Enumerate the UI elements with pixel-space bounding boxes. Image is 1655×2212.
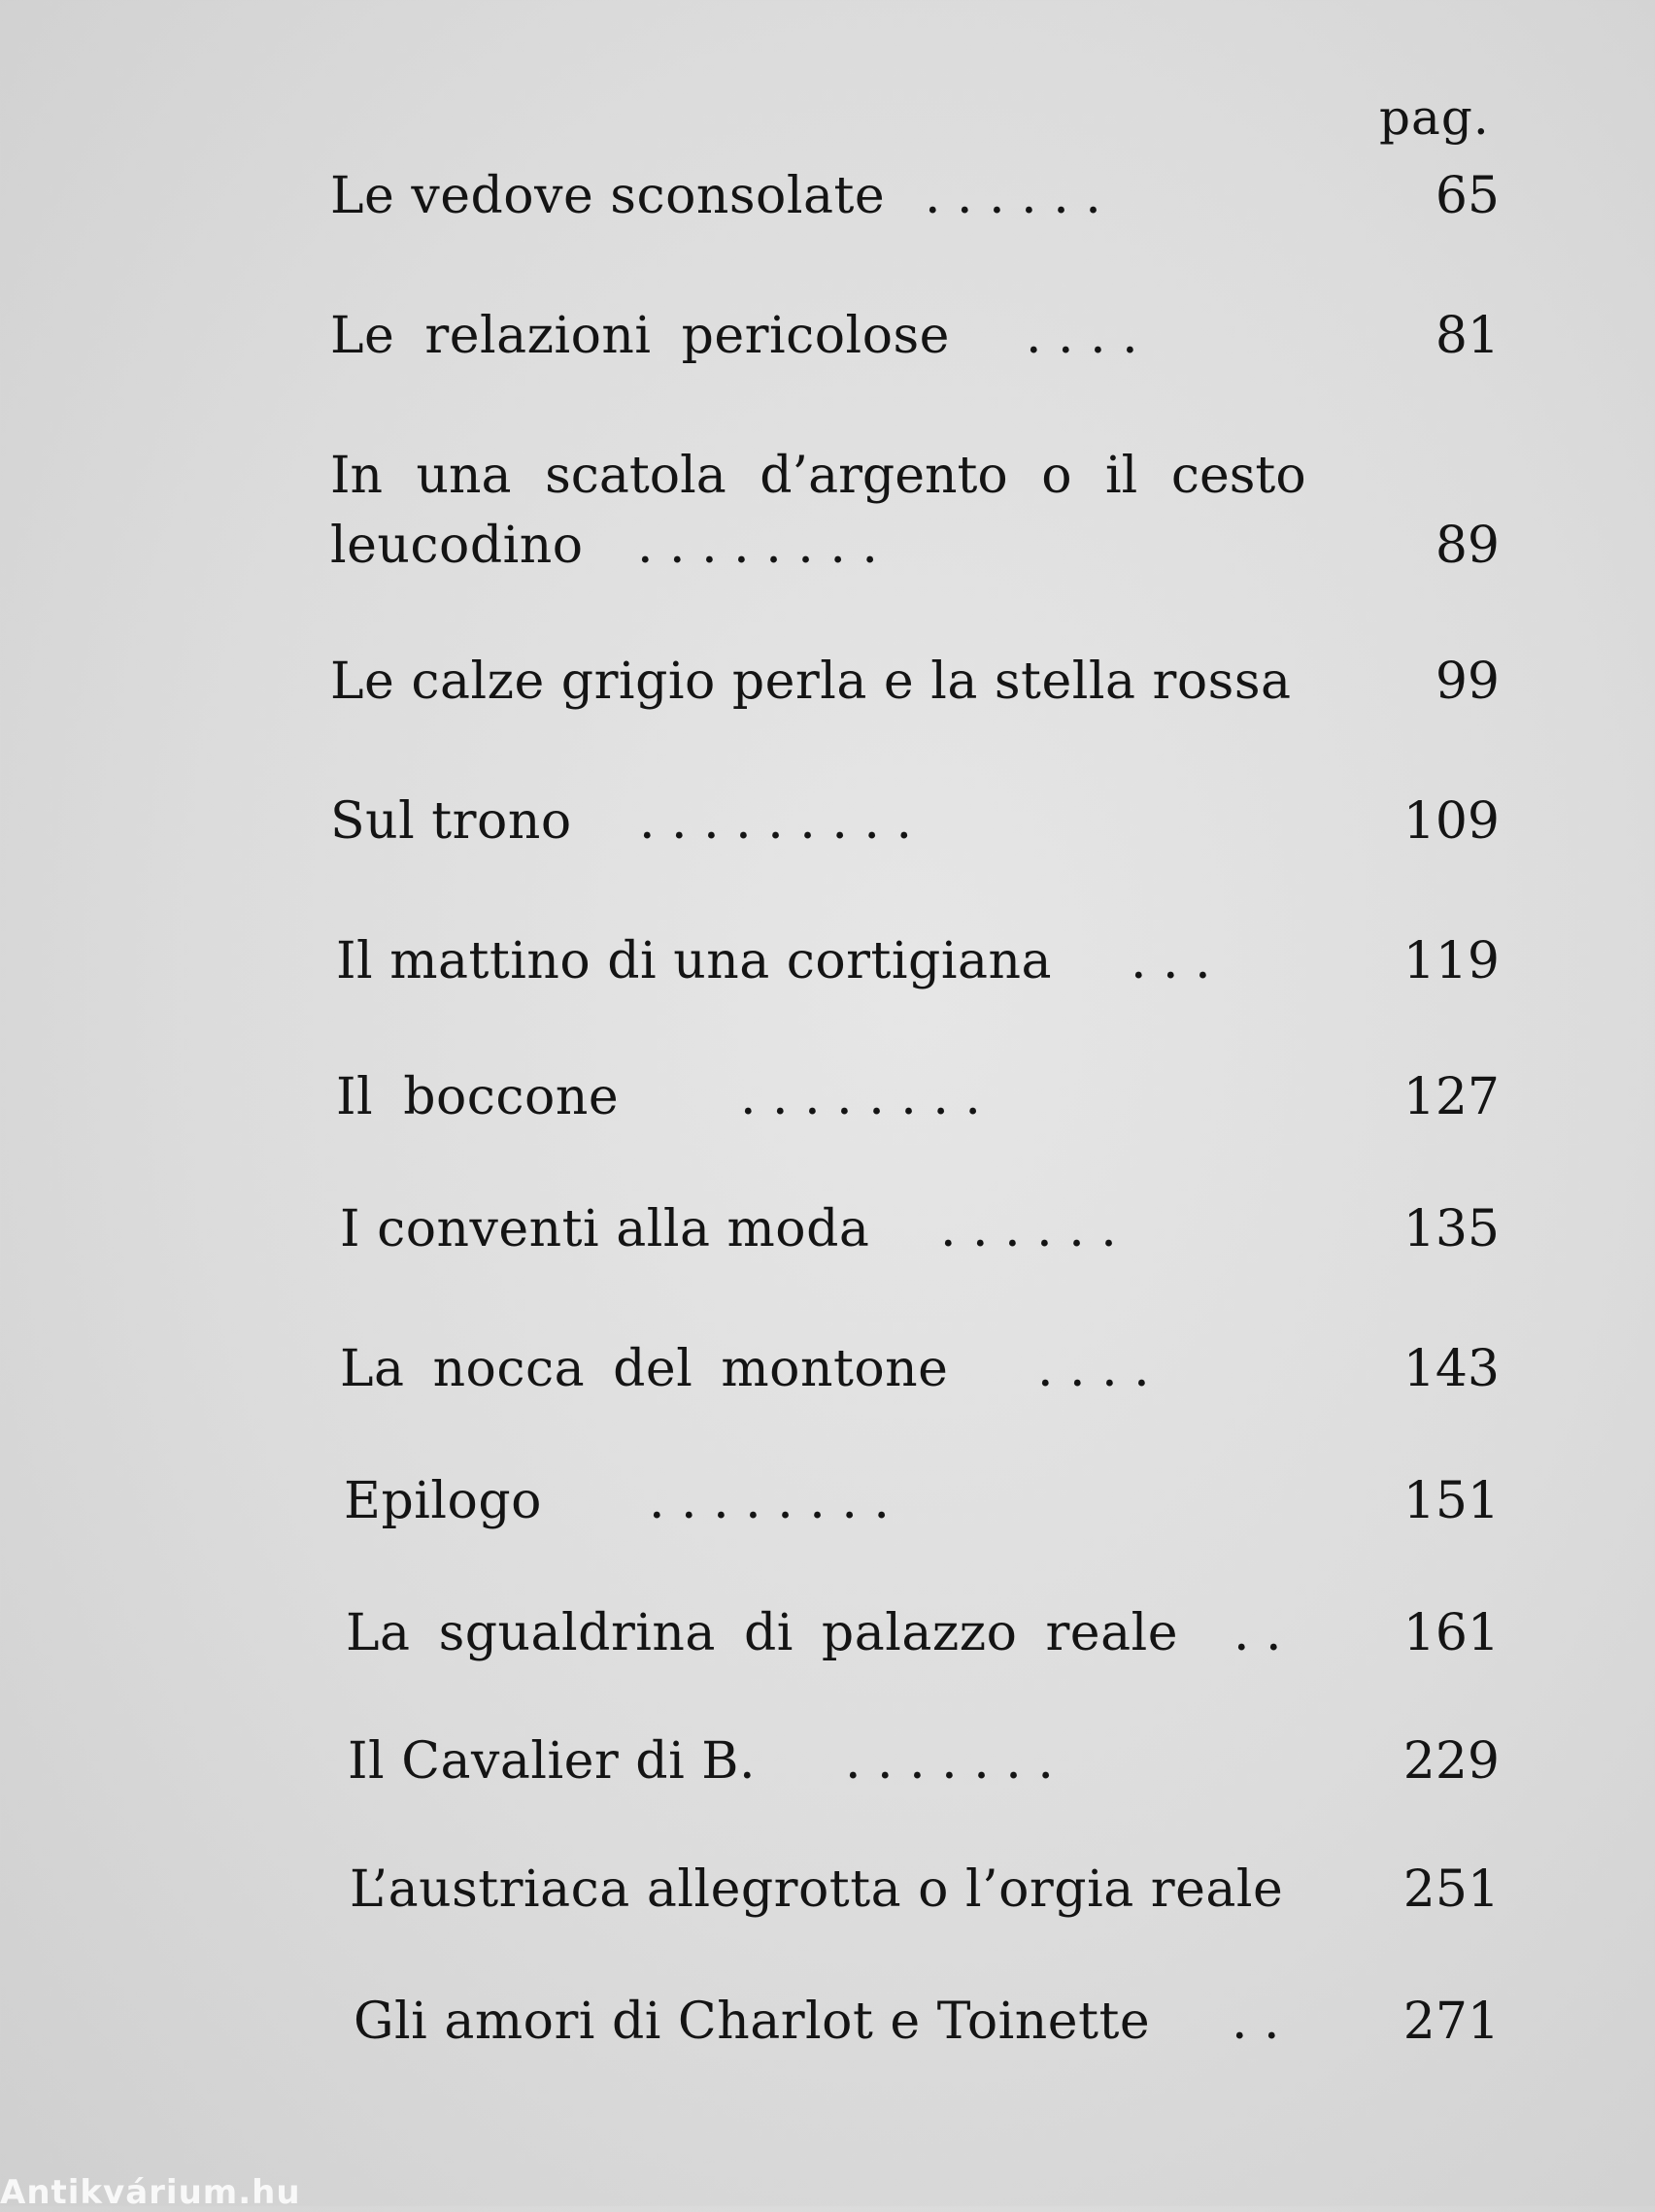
toc-entry-title-line1: In una scatola d’argento o il cesto <box>330 447 1306 505</box>
toc-entry-title: Il mattino di una cortigiana <box>336 932 1052 990</box>
toc-leader-dots: . . . . . . . . <box>637 517 878 575</box>
toc-page-number: 143 <box>1402 1340 1500 1398</box>
toc-leader-dots: . . . . . . . . . <box>639 792 912 851</box>
toc-page-number: 151 <box>1402 1472 1500 1530</box>
toc-page-number: 161 <box>1402 1604 1500 1662</box>
toc-entry-title: Le relazioni pericolose <box>330 307 950 365</box>
toc-leader-dots: . . . . . . . . <box>649 1472 890 1530</box>
toc-leader-dots: . . . . . . <box>925 167 1101 225</box>
toc-leader-dots: . . . . <box>1026 307 1138 365</box>
toc-page-number: 135 <box>1402 1200 1500 1258</box>
toc-entry-title: L’austriaca allegrotta o l’orgia reale <box>350 1860 1284 1919</box>
toc-entry-title: La sgualdrina di palazzo reale <box>346 1604 1178 1662</box>
toc-entry-title: Epilogo <box>344 1472 542 1530</box>
toc-entry-title: Il boccone <box>336 1068 620 1126</box>
toc-page-number: 251 <box>1402 1860 1500 1919</box>
toc-entry-title: I conventi alla moda <box>340 1200 870 1258</box>
toc-entry-title: leucodino <box>330 517 584 575</box>
toc-leader-dots: . . . . . . . <box>845 1732 1054 1791</box>
toc-leader-dots: . . . . . . <box>940 1200 1117 1258</box>
toc-entry-title: Sul trono <box>330 792 572 851</box>
toc-leader-dots: . . <box>1233 1604 1282 1662</box>
toc-leader-dots: . . . <box>1131 932 1211 990</box>
toc-entry-title: Le calze grigio perla e la stella rossa <box>330 653 1292 711</box>
toc-page-number: 81 <box>1435 307 1500 365</box>
toc-page-number: 109 <box>1402 792 1500 851</box>
toc-page-number: 65 <box>1435 167 1500 225</box>
toc-entry-title: Il Cavalier di B. <box>348 1732 756 1791</box>
toc-leader-dots: . . . . . . . . <box>740 1068 981 1126</box>
toc-leader-dots: . . . . <box>1037 1340 1150 1398</box>
toc-page-number: 99 <box>1435 653 1500 711</box>
toc-leader-dots: . . <box>1232 1993 1280 2051</box>
toc-page-number: 271 <box>1402 1993 1500 2051</box>
toc-page-number: 229 <box>1402 1732 1500 1791</box>
toc-page-number: 119 <box>1402 932 1500 990</box>
toc-page-number: 89 <box>1435 517 1500 575</box>
toc-page-number: 127 <box>1402 1068 1500 1126</box>
watermark: Antikvárium.hu <box>0 2173 301 2212</box>
page-column-label: pag. <box>1379 89 1490 146</box>
toc-entry-title: Le vedove sconsolate <box>330 167 886 225</box>
toc-entry-title: Gli amori di Charlot e Toinette <box>354 1993 1151 2051</box>
toc-entry-title: La nocca del montone <box>340 1340 949 1398</box>
